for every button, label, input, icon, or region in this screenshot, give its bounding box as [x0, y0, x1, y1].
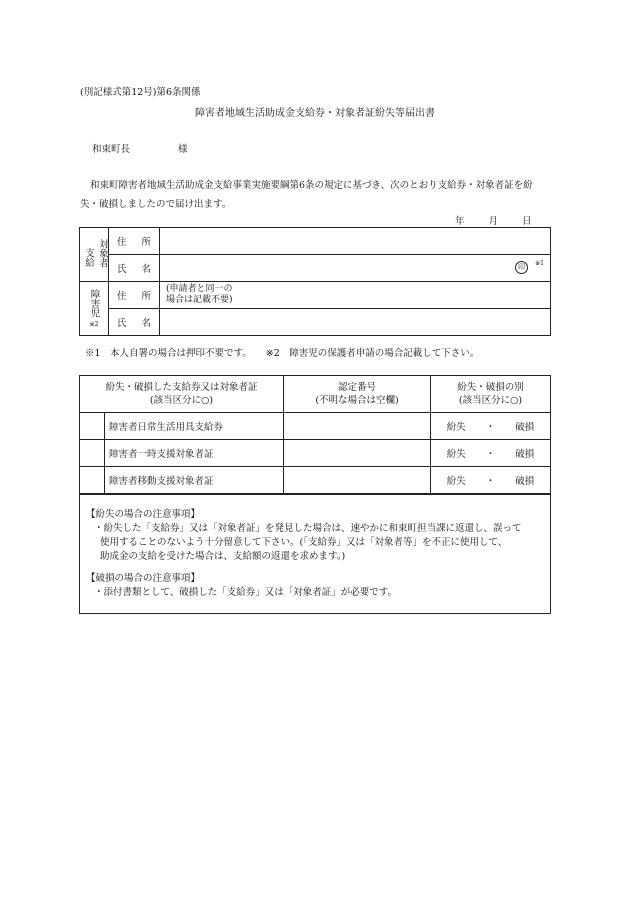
header-line: (該当区分に○) — [149, 395, 214, 406]
group-recipient-col2: 対象者 — [97, 238, 108, 268]
label-char: 所 — [141, 291, 151, 302]
item-name: 障害者日常生活用具支給券 — [105, 413, 284, 440]
loss-note-line: 使用することのないよう十分留意して下さい。(「支給券」又は「対象者等」を不正に使用して、 — [100, 537, 508, 548]
date-year[interactable]: 年 — [455, 216, 465, 227]
select-cell[interactable] — [80, 440, 105, 467]
form-reference: (別記様式第12号)第6条関係 — [80, 87, 201, 98]
label-char: 名 — [141, 264, 151, 275]
label-char: 名 — [141, 318, 151, 329]
loss-damage-choice[interactable] — [431, 413, 551, 440]
addressee-name: 和束町長 — [92, 144, 131, 155]
header-item — [80, 376, 284, 413]
option-loss[interactable]: 紛失 — [446, 476, 466, 487]
child-name-field[interactable] — [160, 309, 551, 336]
damage-notes-title: 【破損の場合の注意事項】 — [86, 573, 201, 584]
addressee-honorific: 様 — [178, 144, 188, 155]
group-recipient — [80, 228, 109, 282]
damage-notes — [86, 572, 541, 600]
notes-box — [79, 494, 551, 614]
label-char: 住 — [117, 291, 127, 302]
loss-notes — [86, 508, 541, 564]
header-loss-damage — [431, 376, 551, 413]
loss-note-line: ・紛失した「支給券」又は「対象者証」を発見した場合は、速やかに和束町担当課に返還し、誤って — [94, 523, 522, 534]
option-separator: ・ — [485, 422, 496, 433]
table-row — [80, 413, 551, 440]
applicant-table — [79, 227, 551, 336]
cert-number-field[interactable] — [284, 467, 431, 494]
same-as-applicant-note — [160, 284, 550, 306]
footnote-1: ※1 本人自署の場合は押印不要です。 — [85, 348, 252, 359]
child-name-label — [109, 309, 160, 336]
option-damage[interactable]: 破損 — [515, 476, 535, 487]
date-day[interactable]: 日 — [522, 216, 532, 227]
group-child — [80, 282, 109, 336]
footnote-2: ※2 障害児の保護者申請の場合記載して下さい。 — [265, 348, 480, 359]
footnotes — [85, 345, 479, 359]
header-line: (不明な場合は空欄) — [315, 395, 399, 406]
group-recipient-col1: 支給 — [83, 248, 94, 268]
header-line: 紛失・破損した支給券又は対象者証 — [105, 382, 258, 393]
date-month[interactable]: 月 — [488, 216, 499, 227]
header-cert-number — [284, 376, 431, 413]
group-child-note: ※2 — [89, 320, 99, 328]
ticket-table — [79, 375, 551, 494]
recipient-name-field[interactable] — [160, 255, 551, 282]
note-line: 場合は記載不要) — [166, 295, 233, 305]
loss-note-line: 助成金の支給を受けた場合は、支給額の返還を求めます。) — [100, 551, 346, 562]
header-line: 認定番号 — [338, 382, 377, 393]
label-char: 氏 — [117, 264, 127, 275]
select-cell[interactable] — [80, 467, 105, 494]
recipient-address-label — [109, 228, 160, 255]
loss-damage-choice[interactable] — [431, 440, 551, 467]
document-title: 障害者地域生活助成金支給券・対象者証紛失等届出書 — [195, 108, 435, 119]
note-line: (申請者と同一の — [166, 284, 233, 294]
group-child-label: 障害児 — [88, 289, 100, 318]
seal-icon: 印 — [515, 261, 528, 274]
option-separator: ・ — [485, 449, 496, 460]
body-text: 和束町障害者地域生活助成金支給事業実施要綱第6条の規定に基づき、次のとおり支給券・対象者証を紛失・破損しましたので届け出ます。 — [80, 180, 533, 210]
table-row — [80, 467, 551, 494]
label-char: 氏 — [117, 318, 127, 329]
header-line: 紛失・破損の別 — [457, 382, 524, 393]
header-line: (該当区分に○) — [458, 395, 523, 406]
damage-note-line: ・添付書類として、破損した「支給券」又は「対象者証」が必要です。 — [94, 587, 398, 598]
table-row — [80, 440, 551, 467]
label-char: 住 — [117, 237, 127, 248]
child-address-label — [109, 282, 160, 309]
option-separator: ・ — [485, 476, 496, 487]
recipient-name-label — [109, 255, 160, 282]
date-line — [455, 213, 532, 227]
label-char: 所 — [141, 237, 151, 248]
option-loss[interactable]: 紛失 — [446, 422, 466, 433]
select-cell[interactable] — [80, 413, 105, 440]
child-address-field[interactable] — [160, 282, 551, 309]
loss-damage-choice[interactable] — [431, 467, 551, 494]
option-loss[interactable]: 紛失 — [446, 449, 466, 460]
item-name: 障害者一時支援対象者証 — [105, 440, 284, 467]
seal-note: ※1 — [535, 260, 544, 267]
loss-notes-title: 【紛失の場合の注意事項】 — [86, 509, 201, 520]
cert-number-field[interactable] — [284, 440, 431, 467]
item-name: 障害者移動支援対象者証 — [105, 467, 284, 494]
cert-number-field[interactable] — [284, 413, 431, 440]
recipient-address-field[interactable] — [160, 228, 551, 255]
option-damage[interactable]: 破損 — [515, 422, 535, 433]
addressee — [92, 141, 188, 155]
option-damage[interactable]: 破損 — [515, 449, 535, 460]
